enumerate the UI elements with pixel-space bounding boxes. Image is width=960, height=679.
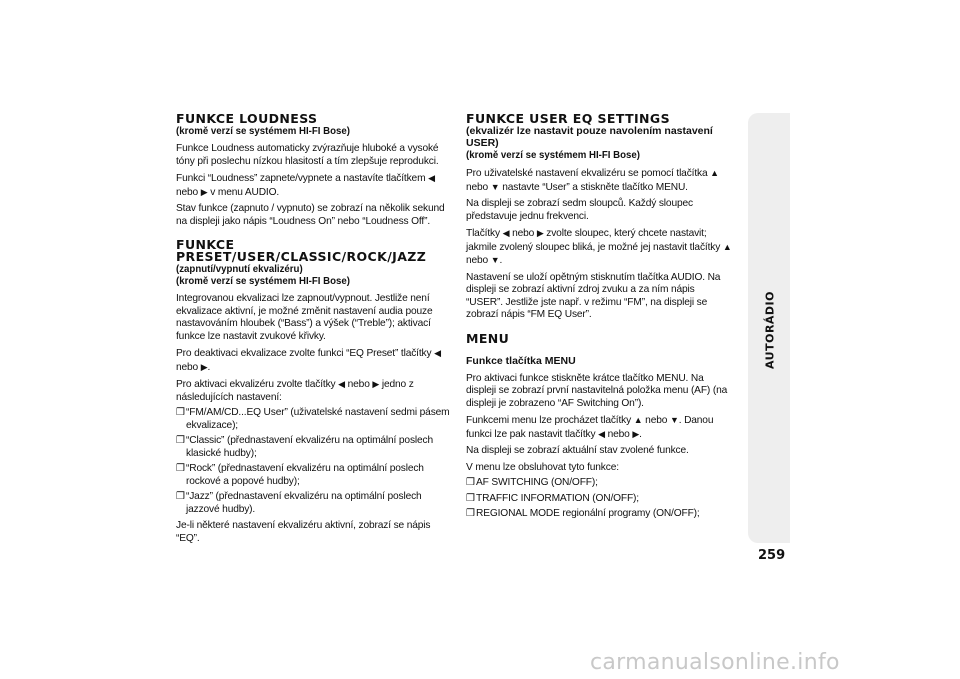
user-eq-paragraph-4: Nastavení se uloží opětným stisknutím tlačítka AUDIO. Na displeji se zobrazí aktivní zdroj zvuku a za ním nápis “USER”. Jestliže jste např. v režimu “FM”, na displeji se zobrazí nápis “FM EQ User”. bbox=[466, 271, 721, 320]
checkbox-bullet-icon: ❒ bbox=[176, 407, 185, 418]
right-arrow-icon: ▶ bbox=[200, 186, 208, 197]
up-arrow-icon: ▲ bbox=[633, 415, 643, 425]
checkbox-bullet-icon: ❒ bbox=[466, 477, 475, 488]
up-arrow-icon: ▲ bbox=[710, 168, 719, 178]
left-arrow-icon: ◀ bbox=[502, 228, 510, 238]
user-eq-paragraph-1: Pro uživatelské nastavení ekvalizéru se pomocí tlačítka ▲ nebo ▼ nastavte “User” a stiskněte tlačítko MENU. bbox=[466, 168, 719, 193]
right-column bbox=[466, 113, 734, 521]
up-arrow-icon: ▲ bbox=[722, 241, 732, 252]
page-number: 259 bbox=[758, 548, 786, 563]
preset-subheading-1: (zapnutí/vypnutí ekvalizéru) bbox=[176, 263, 303, 275]
menu-paragraph-2: Funkcemi menu lze procházet tlačítky ▲ nebo ▼. Danou funkci lze pak nastavit tlačítky ◀ nebo ▶. bbox=[466, 415, 714, 440]
checkbox-bullet-icon: ❒ bbox=[176, 491, 185, 502]
user-eq-paragraph-2: Na displeji se zobrazí sedm sloupců. Každý sloupec představuje jednu frekvenci. bbox=[466, 198, 693, 222]
list-item: ❒ “FM/AM/CD...EQ User” (uživatelské nastavení sedmi pásem ekvalizace); bbox=[176, 407, 450, 431]
left-arrow-icon: ◀ bbox=[598, 428, 605, 439]
left-arrow-icon: ◀ bbox=[434, 348, 441, 358]
loudness-paragraph-1: Funkce Loudness automaticky zvýrazňuje hluboké a vysoké tóny při poslechu nízkou hlasitostí a tím zlepšuje reprodukci. bbox=[176, 143, 439, 167]
preset-paragraph-1: Integrovanou ekvalizaci lze zapnout/vypnout. Jestliže není ekvalizace aktivní, je možné změnit nastavení audia pouze nastavováním hloubek (“Bass”) a výšek (“Treble”); aktivací funkce lze nastavit zvukové křivky. bbox=[176, 293, 433, 342]
right-arrow-icon: ▶ bbox=[372, 379, 380, 389]
menu-subheading: Funkce tlačítka MENU bbox=[466, 354, 576, 367]
list-item: ❒ TRAFFIC INFORMATION (ON/OFF); bbox=[466, 492, 639, 504]
checkbox-bullet-icon: ❒ bbox=[466, 492, 475, 504]
user-eq-paragraph-3: Tlačítky ◀ nebo ▶ zvolte sloupec, který chcete nastavit; jakmile zvolený sloupec bliká, je možné jej nastavit tlačítky ▲ nebo ▼. bbox=[466, 228, 732, 266]
watermark: carmanualsonline.info bbox=[590, 650, 840, 675]
preset-subheading-2: (kromě verzí se systémem HI-FI Bose) bbox=[176, 275, 350, 287]
preset-paragraph-2: Pro deaktivaci ekvalizace zvolte funkci “EQ Preset” tlačítky ◀ nebo ▶. bbox=[176, 348, 441, 373]
menu-paragraph-3: Na displeji se zobrazí aktuální stav zvolené funkce. bbox=[466, 445, 689, 456]
left-arrow-icon: ◀ bbox=[338, 379, 345, 389]
menu-paragraph-4: V menu lze obsluhovat tyto funkce: bbox=[466, 461, 619, 473]
loudness-paragraph-2: Funkci “Loudness” zapnete/vypnete a nastavíte tlačítkem ◀ nebo ▶ v menu AUDIO. bbox=[176, 173, 435, 198]
preset-paragraph-4: Je-li některé nastavení ekvalizéru aktivní, zobrazí se nápis “EQ”. bbox=[176, 520, 431, 544]
user-eq-subheading-1: (ekvalizér lze nastavit pouze navolením nastavení USER) bbox=[466, 125, 713, 149]
list-item: ❒ “Jazz” (přednastavení ekvalizéru na optimální poslech jazzové hudby). bbox=[176, 491, 422, 515]
right-arrow-icon: ▶ bbox=[632, 428, 640, 439]
right-arrow-icon: ▶ bbox=[200, 361, 208, 372]
menu-paragraph-1: Pro aktivaci funkce stiskněte krátce tlačítko MENU. Na displeji se zobrazí první nastavitelná položka menu (AF) (na displeji je zobrazeno “AF Switching On”). bbox=[466, 372, 728, 409]
list-item: ❒ AF SWITCHING (ON/OFF); bbox=[466, 477, 598, 488]
left-column bbox=[176, 113, 454, 545]
checkbox-bullet-icon: ❒ bbox=[466, 508, 475, 519]
menu-heading: MENU bbox=[466, 330, 510, 346]
list-item: ❒ “Rock” (přednastavení ekvalizéru na optimální poslech rockové a popové hudby); bbox=[176, 463, 424, 487]
left-arrow-icon: ◀ bbox=[428, 173, 435, 183]
down-arrow-icon: ▼ bbox=[490, 255, 500, 265]
preset-heading-line-1: FUNKCE bbox=[176, 237, 235, 252]
list-item: ❒ REGIONAL MODE regionální programy (ON/OFF); bbox=[466, 508, 700, 519]
loudness-subheading: (kromě verzí se systémem HI-FI Bose) bbox=[176, 125, 350, 137]
loudness-heading: FUNKCE LOUDNESS bbox=[176, 111, 318, 126]
user-eq-subheading-2: (kromě verzí se systémem HI-FI Bose) bbox=[466, 149, 640, 161]
preset-paragraph-3: Pro aktivaci ekvalizéru zvolte tlačítky ◀ nebo ▶ jedno z následujících nastavení: bbox=[176, 379, 414, 403]
down-arrow-icon: ▼ bbox=[669, 415, 679, 425]
checkbox-bullet-icon: ❒ bbox=[176, 463, 185, 474]
preset-heading-line-2: PRESET/USER/CLASSIC/ROCK/JAZZ bbox=[176, 249, 427, 264]
down-arrow-icon: ▼ bbox=[490, 181, 500, 192]
list-item: ❒ “Classic” (přednastavení ekvalizéru na optimální poslech klasické hudby); bbox=[176, 435, 433, 459]
section-tab-label: AUTORÁDIO bbox=[763, 290, 777, 370]
user-eq-heading: FUNKCE USER EQ SETTINGS bbox=[466, 111, 670, 126]
right-arrow-icon: ▶ bbox=[536, 228, 544, 238]
checkbox-bullet-icon: ❒ bbox=[176, 435, 185, 446]
loudness-paragraph-3: Stav funkce (zapnuto / vypnuto) se zobrazí na několik sekund na displeji jako nápis “Loudness On” nebo “Loudness Off”. bbox=[176, 203, 445, 227]
